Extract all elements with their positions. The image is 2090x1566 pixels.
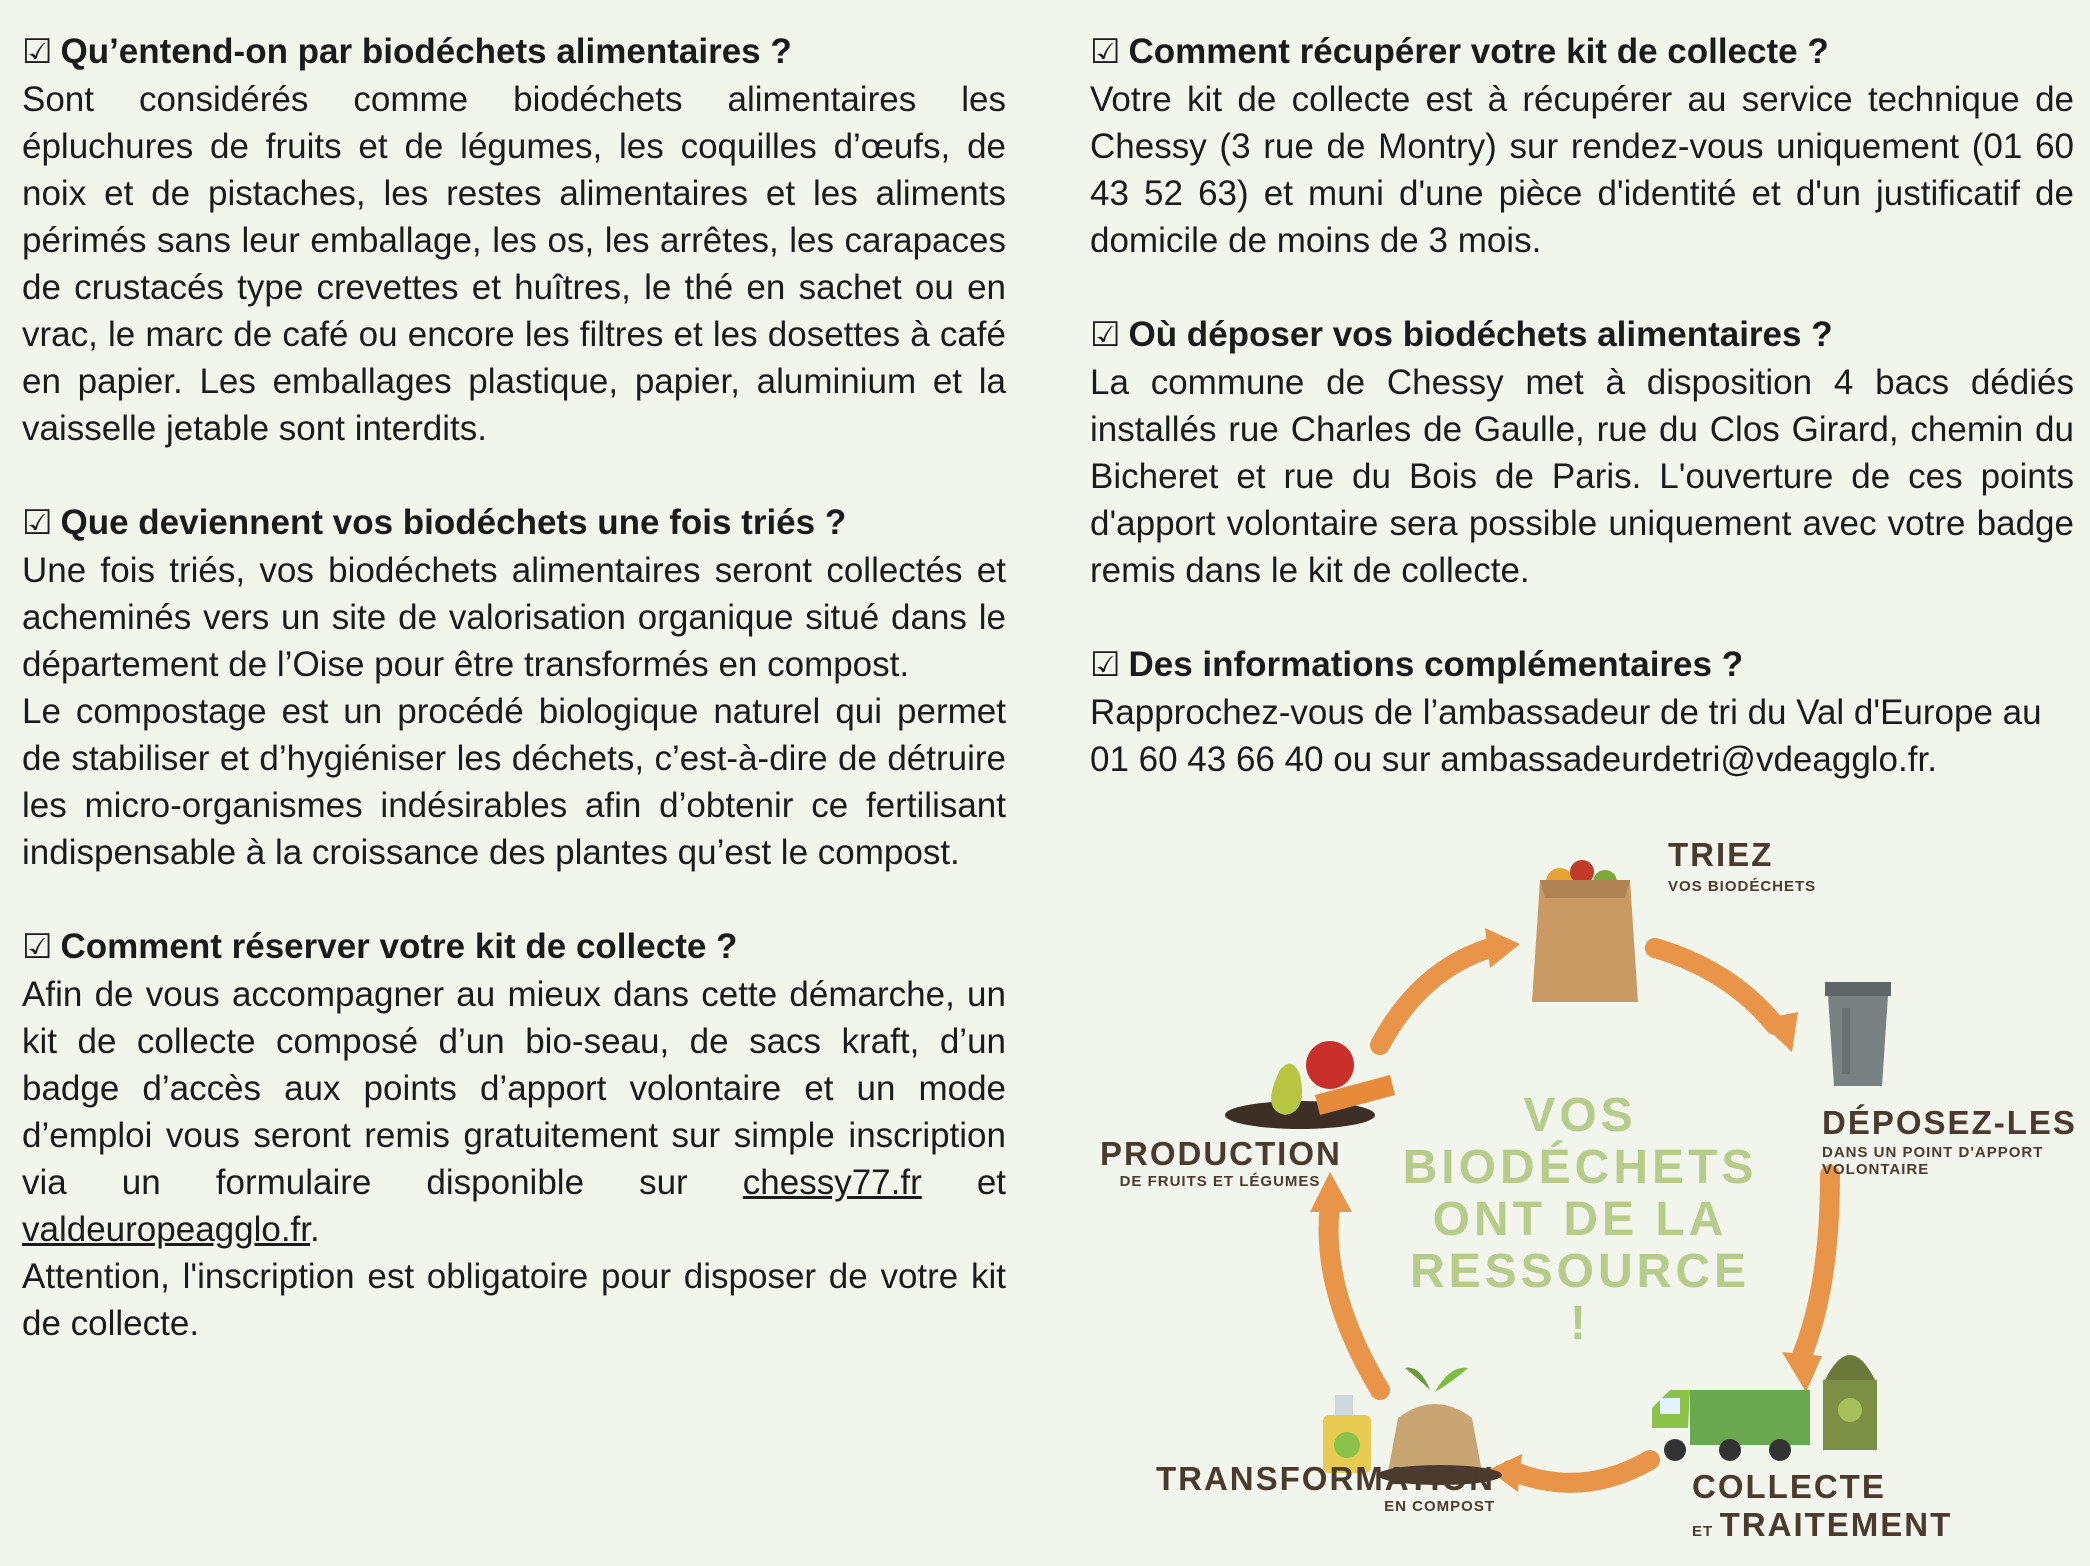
grey-bin-icon bbox=[1825, 982, 1891, 1086]
section-title: ☑ Comment récupérer votre kit de collecte ? bbox=[1090, 28, 2074, 76]
cycle-center-title: VOS BIODÉCHETS ONT DE LA RESSOURCE ! bbox=[1402, 1089, 1758, 1350]
left-column bbox=[22, 28, 1006, 1394]
section-body: Une fois triés, vos biodéchets alimentaires seront collectés et acheminés vers un site de valorisation organique situé dans le département de l’Oise pour être transformés en compost. bbox=[22, 551, 1006, 684]
section-body: Le compostage est un procédé biologique naturel qui permet de stabiliser et d’hygiéniser les déchets, c’est-à-dire de détruire les micro-organismes indésirables afin d’obtenir ce fertilisant indispensable à la croissance des plantes qu’est le compost. bbox=[22, 692, 1006, 872]
section-body: Sont considérés comme biodéchets alimentaires les épluchures de fruits et de légumes, les coquilles d’œufs, de noix et de pistaches, les restes alimentaires et les aliments périmés sans leur emballage, les os, les arrêtes, les carapaces de crustacés type crevettes et huîtres, le thé en sachet ou en vrac, le marc de café ou encore les filtres et les dosettes à café en papier. Les emballages plastique, papier, aluminium et la vaisselle jetable sont interdits. bbox=[22, 80, 1006, 448]
label-triez: TRIEZ VOS BIODÉCHETS bbox=[1668, 836, 1817, 895]
arrow-transformation-to-production bbox=[1329, 1205, 1380, 1390]
section-what-becomes bbox=[22, 499, 1006, 876]
section-title: ☑ Comment réserver votre kit de collecte ? bbox=[22, 923, 1006, 971]
checkbox-icon: ☑ bbox=[1090, 316, 1121, 354]
section-title: ☑ Que deviennent vos biodéchets une fois triés ? bbox=[22, 499, 1006, 547]
section-more-info bbox=[1090, 641, 2074, 783]
garbage-truck-icon bbox=[1652, 1390, 1810, 1461]
section-get-kit bbox=[1090, 28, 2074, 264]
checkbox-icon: ☑ bbox=[1090, 646, 1121, 684]
section-title: ☑ Des informations complémentaires ? bbox=[1090, 641, 2074, 689]
compost-bin-icon bbox=[1823, 1355, 1877, 1450]
fruits-vegetables-icon bbox=[1225, 1041, 1395, 1129]
section-title: ☑ Où déposer vos biodéchets alimentaires ? bbox=[1090, 311, 2074, 359]
checkbox-icon: ☑ bbox=[22, 33, 53, 71]
arrow-deposez-to-collecte bbox=[1800, 1175, 1830, 1360]
arrow-collecte-to-transformation bbox=[1510, 1460, 1650, 1483]
paper-bag-food-icon bbox=[1532, 860, 1638, 1002]
biowaste-cycle-diagram bbox=[1090, 820, 2090, 1566]
section-body: Attention, l'inscription est obligatoire pour disposer de votre kit de collecte. bbox=[22, 1257, 1006, 1343]
label-production: PRODUCTION DE FRUITS ET LÉGUMES bbox=[1100, 1135, 1342, 1190]
section-body: La commune de Chessy met à disposition 4 bacs dédiés installés rue Charles de Gaulle, rue du Clos Girard, chemin du Bicheret et rue du Bois de Paris. L'ouverture de ces points d'apport volontaire sera possible uniquement avec votre badge remis dans le kit de collecte. bbox=[1090, 363, 2074, 590]
section-title: ☑ Qu’entend-on par biodéchets alimentaires ? bbox=[22, 28, 1006, 76]
section-body: Votre kit de collecte est à récupérer au service technique de Chessy (3 rue de Montry) sur rendez-vous uniquement (01 60 43 52 63) et muni d'une pièce d'identité et d'un justificatif de domicile de moins de 3 mois. bbox=[1090, 80, 2074, 260]
label-collecte: COLLECTE ET TRAITEMENT bbox=[1692, 1468, 1953, 1543]
checkbox-icon: ☑ bbox=[22, 504, 53, 542]
label-deposez: DÉPOSEZ-LES DANS UN POINT D'APPORT VOLONTAIRE bbox=[1822, 1104, 2077, 1178]
arrow-production-to-triez bbox=[1380, 948, 1490, 1045]
section-body: Afin de vous accompagner au mieux dans cette démarche, un kit de collecte composé d’un bio-seau, de sacs kraft, d’un badge d’accès aux points d’apport volontaire et un mode d’emploi vous seront remis gratuitement sur simple inscription via un formulaire disponible sur chessy77.fr et valdeuropeagglo.fr. bbox=[22, 975, 1007, 1249]
section-reserve-kit bbox=[22, 923, 1006, 1347]
label-transformation: TRANSFORMATION EN COMPOST bbox=[1155, 1460, 1495, 1515]
section-body: Rapprochez-vous de l’ambassadeur de tri du Val d'Europe au 01 60 43 66 40 ou sur ambassadeurdetri@vdeagglo.fr. bbox=[1090, 693, 2042, 779]
checkbox-icon: ☑ bbox=[1090, 33, 1121, 71]
link-chessy77[interactable]: chessy77.fr bbox=[742, 1163, 922, 1202]
right-column bbox=[1090, 28, 2074, 830]
arrow-triez-to-deposez bbox=[1655, 948, 1775, 1025]
link-valdeuropeagglo[interactable]: valdeuropeagglo.fr bbox=[22, 1210, 310, 1249]
checkbox-icon: ☑ bbox=[22, 928, 53, 966]
section-definition bbox=[22, 28, 1006, 452]
section-where-deposit bbox=[1090, 311, 2074, 594]
